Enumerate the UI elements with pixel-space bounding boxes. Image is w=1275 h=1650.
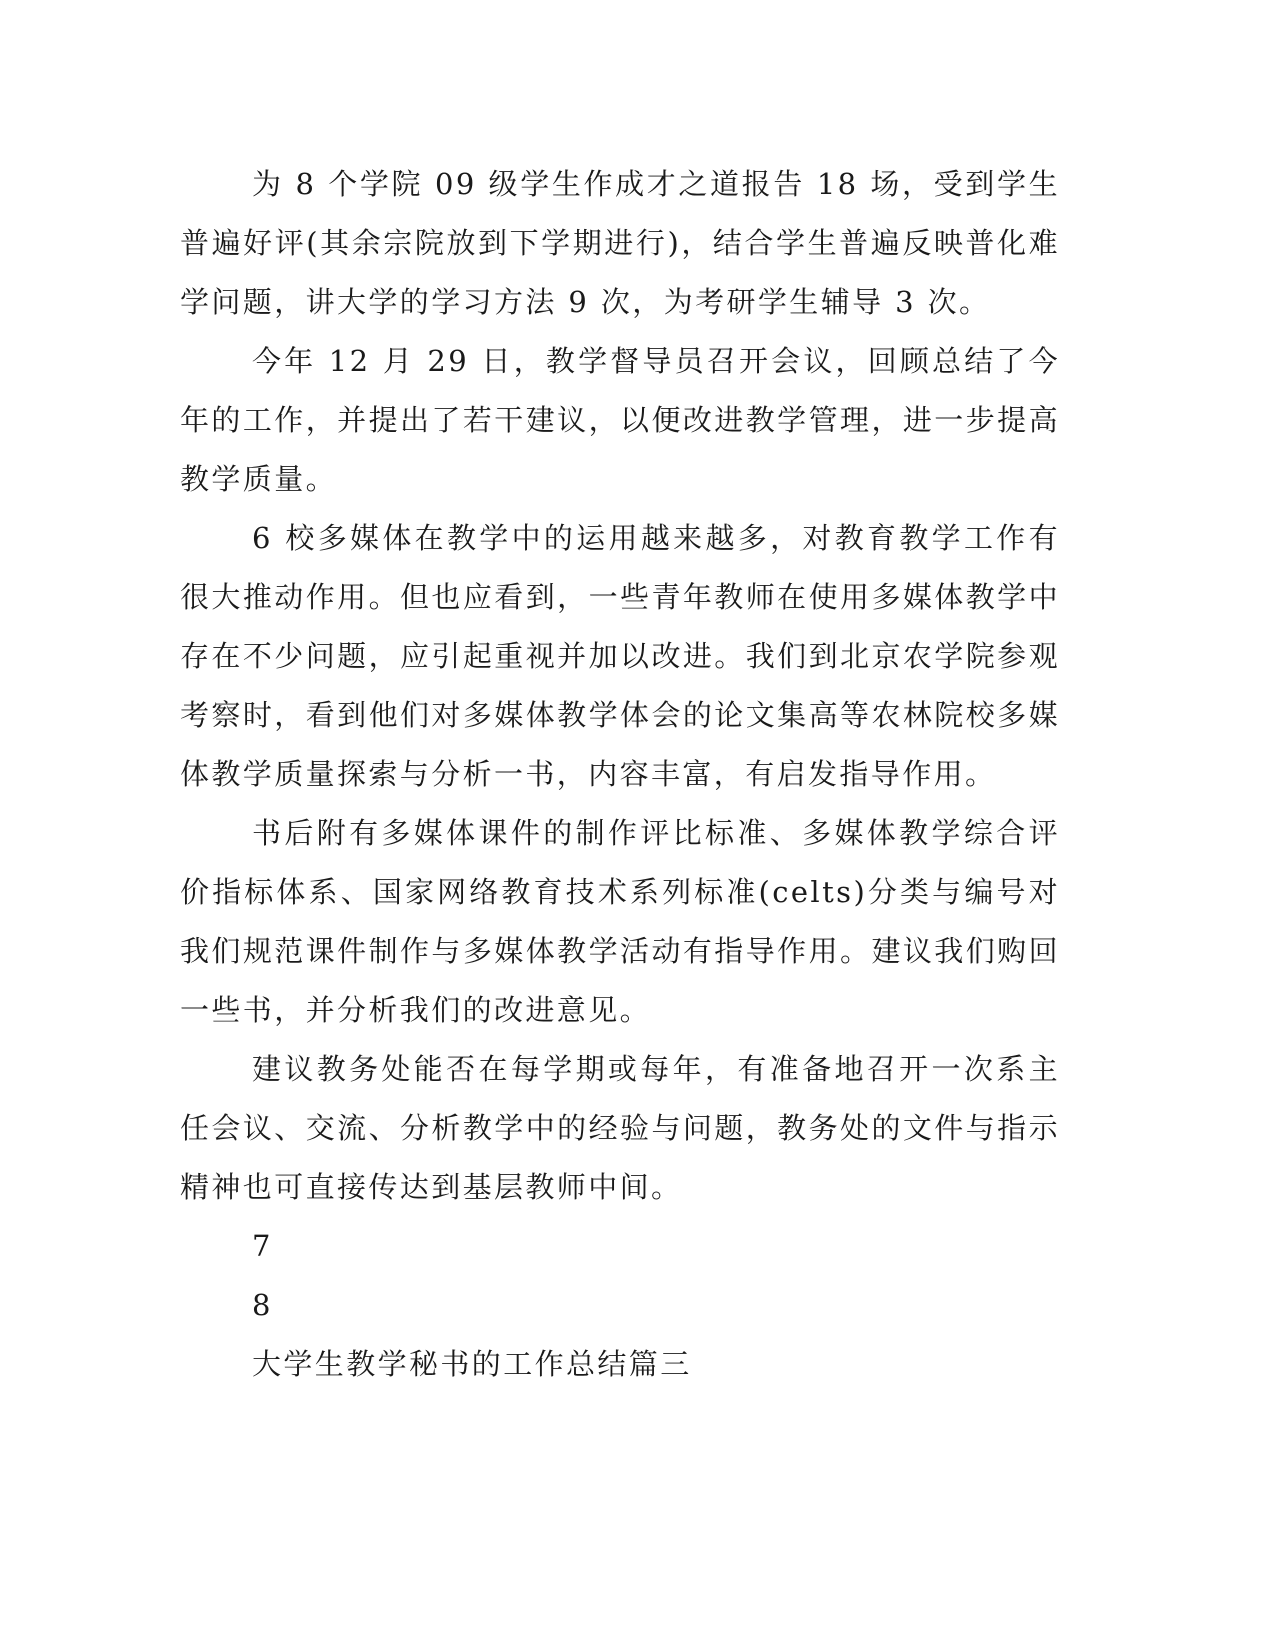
paragraph-lecture-report: 为 8 个学院 09 级学生作成才之道报告 18 场，受到学生普遍好评(其余宗院放到下学期进行)，结合学生普遍反映普化难学问题，讲大学的学习方法 9 次，为考研学生辅导 3 次。 <box>180 167 1060 319</box>
paragraph-supervisor-meeting: 今年 12 月 29 日，教学督导员召开会议，回顾总结了今年的工作，并提出了若干建议，以便改进教学管理，进一步提高教学质量。 <box>180 344 1060 496</box>
section-heading: 大学生教学秘书的工作总结篇三 <box>252 1347 692 1381</box>
list-item-number-8: 8 <box>252 1288 273 1322</box>
list-item-number-7: 7 <box>252 1229 273 1263</box>
document-body <box>180 155 1060 1394</box>
paragraph-multimedia-teaching: 6 校多媒体在教学中的运用越来越多，对教育教学工作有很大推动作用。但也应看到，一些青年教师在使用多媒体教学中存在不少问题，应引起重视并加以改进。我们到北京农学院参观考察时，看到他们对多媒体教学体会的论文集高等农林院校多媒体教学质量探索与分析一书，内容丰富，有启发指导作用。 <box>180 521 1060 791</box>
paragraph-book-appendix: 书后附有多媒体课件的制作评比标准、多媒体教学综合评价指标体系、国家网络教育技术系列标准(celts)分类与编号对我们规范课件制作与多媒体教学活动有指导作用。建议我们购回一些书，并分析我们的改进意见。 <box>180 816 1060 1027</box>
paragraph-department-meeting: 建议教务处能否在每学期或每年，有准备地召开一次系主任会议、交流、分析教学中的经验与问题，教务处的文件与指示精神也可直接传达到基层教师中间。 <box>180 1052 1060 1204</box>
